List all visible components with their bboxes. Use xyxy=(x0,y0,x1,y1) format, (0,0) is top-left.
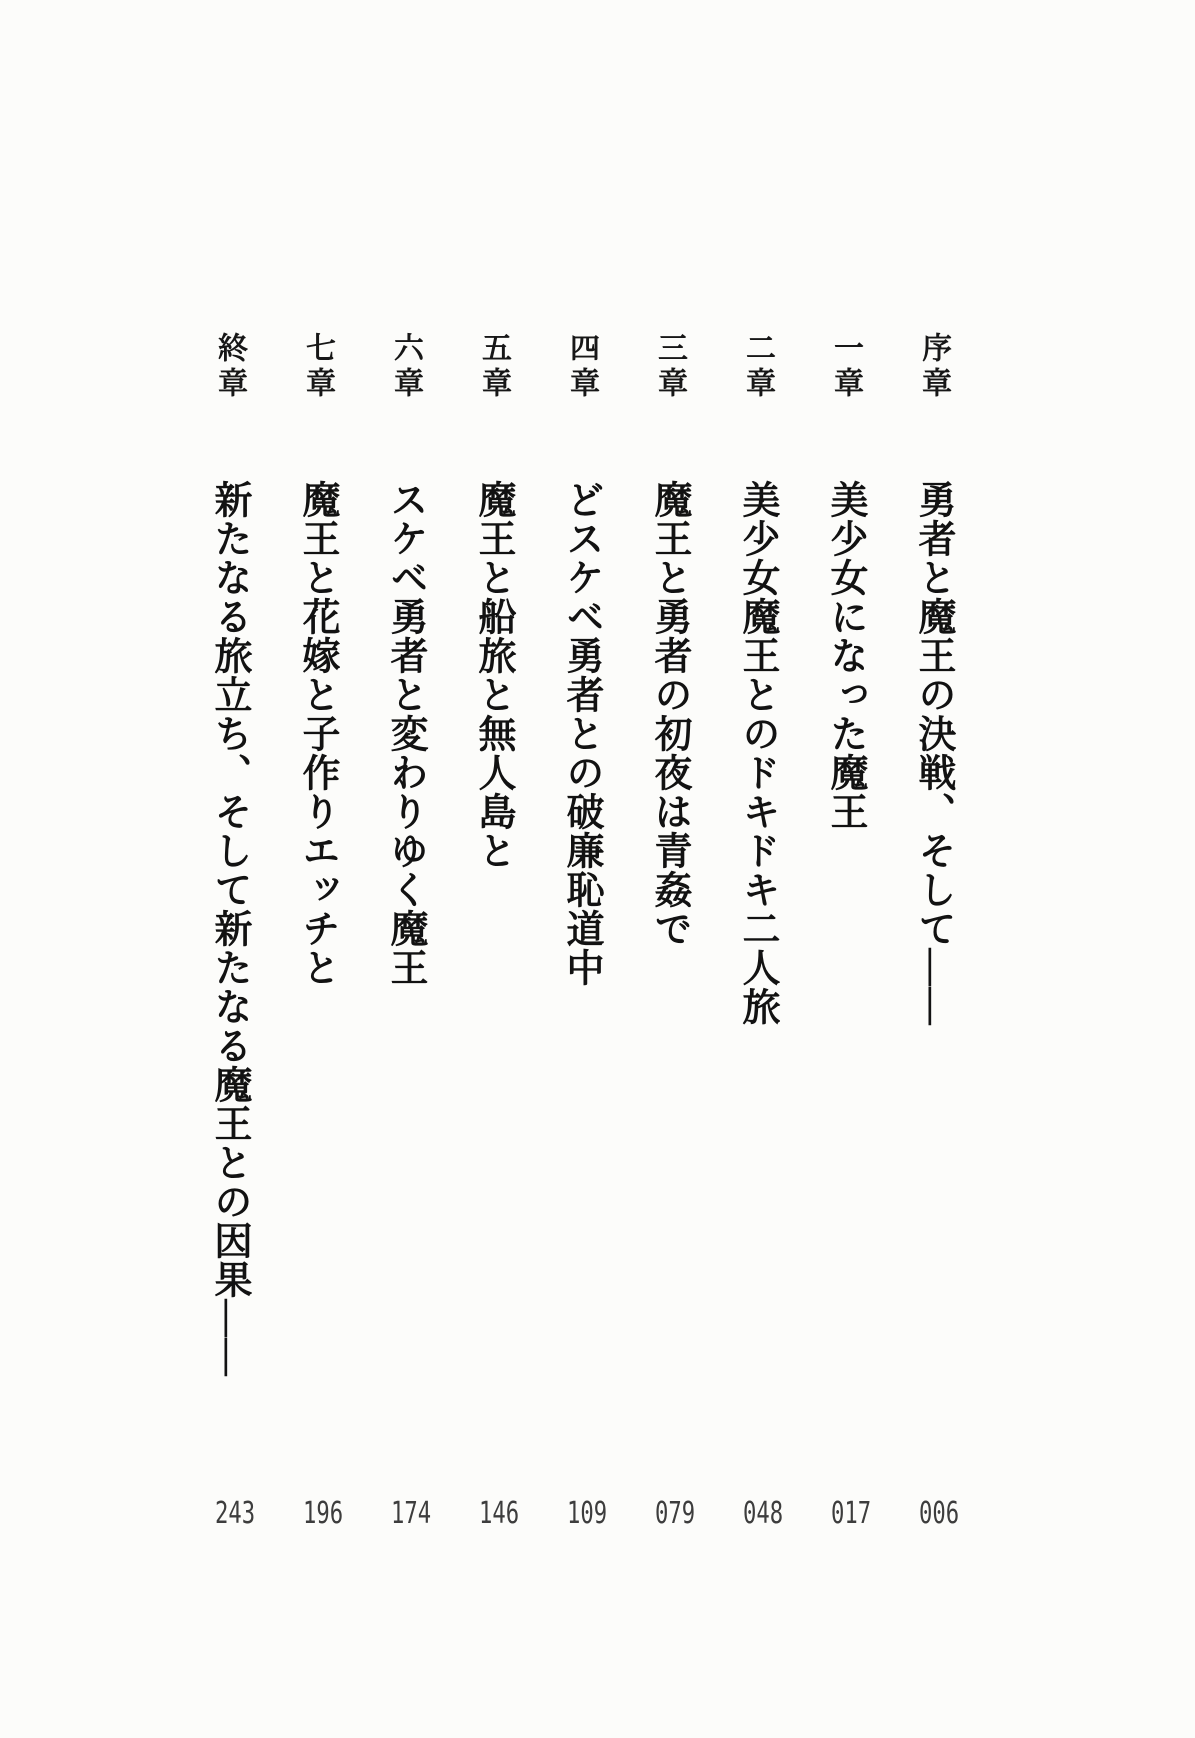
toc-entry-ch4 xyxy=(560,332,609,1452)
toc-entry-ch3 xyxy=(648,332,697,1452)
toc-entry-ch1 xyxy=(824,332,873,1452)
page-number-ch2: 048 xyxy=(742,1496,784,1531)
toc-entry-ch7 xyxy=(296,332,345,1452)
toc-columns xyxy=(169,332,961,1452)
chapter-label: 一章 xyxy=(829,332,862,402)
page-number-ch7: 196 xyxy=(302,1496,344,1531)
page-number-ch1: 017 xyxy=(830,1496,872,1531)
toc-entry-epilogue xyxy=(208,332,257,1452)
toc-entry-ch5 xyxy=(472,332,521,1452)
chapter-title: スケベ勇者と変わりゆく魔王 xyxy=(384,480,426,987)
chapter-label: 七章 xyxy=(301,332,334,402)
chapter-label: 五章 xyxy=(477,332,510,402)
toc-entry-ch2 xyxy=(736,332,785,1452)
chapter-title: どスケベ勇者との破廉恥道中 xyxy=(560,480,602,987)
page-number-row xyxy=(191,1496,983,1531)
chapter-title: 新たなる旅立ち、そして新たなる魔王との因果—— xyxy=(208,480,250,1377)
toc-entry-ch6 xyxy=(384,332,433,1452)
page-number-ch3: 079 xyxy=(654,1496,696,1531)
page-number-prologue: 006 xyxy=(918,1496,960,1531)
toc-entry-prologue xyxy=(912,332,961,1452)
chapter-title: 魔王と勇者の初夜は青姦で xyxy=(648,480,690,948)
chapter-label: 六章 xyxy=(389,332,422,402)
chapter-label: 序章 xyxy=(917,332,950,402)
chapter-title: 魔王と花嫁と子作りエッチと xyxy=(296,480,338,987)
page-number-epilogue: 243 xyxy=(214,1496,256,1531)
chapter-title: 勇者と魔王の決戦、そして—— xyxy=(912,480,954,1026)
chapter-title: 美少女魔王とのドキドキ二人旅 xyxy=(736,480,778,1026)
chapter-title: 魔王と船旅と無人島と xyxy=(472,480,514,870)
page-number-ch5: 146 xyxy=(478,1496,520,1531)
chapter-label: 四章 xyxy=(565,332,598,402)
chapter-title: 美少女になった魔王 xyxy=(824,480,866,831)
chapter-label: 二章 xyxy=(741,332,774,402)
chapter-label: 三章 xyxy=(653,332,686,402)
chapter-label: 終章 xyxy=(213,332,246,402)
page-number-ch6: 174 xyxy=(390,1496,432,1531)
page-number-ch4: 109 xyxy=(566,1496,608,1531)
